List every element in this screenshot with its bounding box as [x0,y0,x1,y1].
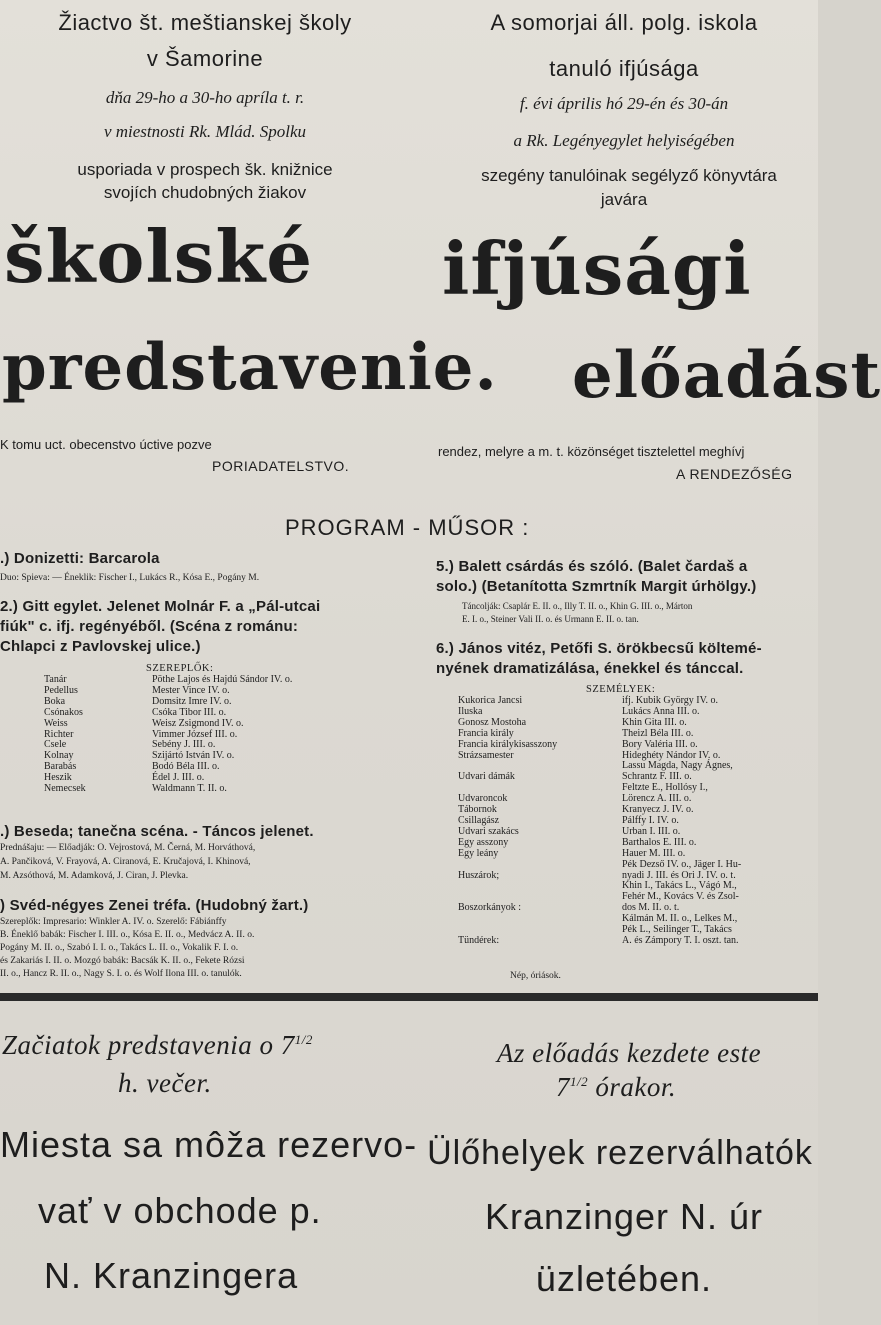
cast-actor: Schrantz F. III. o. [622,771,692,783]
left-purpose-line2: svojích chudobných žiakov [103,183,307,202]
right-invite: rendez, melyre a m. t. közönséget tisztelettel meghívj [438,444,745,459]
cast-role: Kolnay [44,750,74,762]
cast-role: Francia király [458,727,514,739]
right-title-line2: tanuló ifjúsága [549,56,699,81]
divider-rule [0,993,818,1001]
cast-actor: ifj. Kubik György IV. o. [622,695,719,706]
left-invite: K tomu uct. obecenstvo úctive pozve [0,437,212,452]
cast-role: Udvari dámák [458,771,515,783]
cast-role: Richter [44,728,74,740]
item6-title-line1: 6.) János vitéz, Petőfi S. örökbecsű költemé- [436,640,762,657]
item4-title: ) Svéd-négyes Zenei tréfa. (Hudobný žart.) [0,897,309,914]
cast-actor: Feltzte E., Hollósy I., [622,782,708,794]
item2-roles [44,675,86,795]
right-big-title-line2: előadást [572,338,881,413]
left-purpose-line1: usporiada v prospech šk. knižnice [77,160,333,179]
left-start-time-line2: h. večer. [118,1068,212,1098]
cast-actor: Hauer M. III. o. [622,847,686,859]
item4-line3: Pogány M. II. o., Szabó I. I. o., Takács L. II. o., Vokalik F. I. o. [0,943,239,953]
item6-extra: Nép, óriások. [510,971,561,981]
left-reservation-line1: Miesta sa môža rezervo- [0,1124,418,1165]
cast-role: Pedellus [44,684,78,696]
cast-role: Heszik [44,772,72,784]
cast-actor: Pöthe Lajos és Hajdú Sándor IV. o. [152,674,293,685]
left-title-line2: v Šamorine [146,46,264,71]
item4-line5: II. o., Hancz R. II. o., Nagy S. I. o. és Wolf Ilona III. o. tanulók. [0,969,242,979]
item3-line3: M. Azsóthová, M. Adamková, J. Ciran, J. Plevka. [0,871,189,881]
right-start-time-line2: $7^{1/2}$ órakor. [556,1072,677,1102]
cast-actor: Mester Vince IV. o. [152,684,230,696]
item4-line2: B. Éneklő babák: Fischer I. III. o., Kósa E. II. o., Medvácz A. II. o. [0,930,255,940]
cast-actor: Lörencz A. III. o. [622,793,692,805]
cast-role: Kukorica Jancsi [458,695,523,706]
cast-role [458,860,557,871]
cast-role: Tündérek: [458,934,500,946]
cast-actor: Lassu Magda, Nagy Ágnes, [622,760,733,772]
cast-actor: Fehér M., Kovács V. és Zsol- [622,891,739,903]
cast-role: Csele [44,739,67,751]
cast-role [458,914,557,925]
cast-actor: Sebény J. III. o. [152,739,216,751]
cast-actor: Pék L., Seilinger T., Takács [622,924,732,936]
item6-cast-heading: SZEMÉLYEK: [586,684,656,695]
cast-role: Boka [44,695,66,707]
cast-actor: Hideghéty Nándor IV. o. [622,749,721,761]
cast-role: Weiss [44,717,68,729]
cast-actor: A. és Zámpory T. I. oszt. tan. [622,934,739,946]
item2-title-line3: Chlapci z Pavlovskej ulice.) [0,638,201,655]
cast-actor: Csóka Tibor III. o. [152,706,227,718]
cast-actor: Kálmán M. II. o., Lelkes M., [622,913,738,925]
item5-line1: Táncolják: Csaplár E. II. o., Illy T. II. o., Khin G. III. o., Márton [462,601,693,611]
left-big-title-line1: školské [4,214,314,299]
cast-actor: Lukács Anna III. o. [622,705,700,717]
right-signer: A RENDEZŐSÉG [676,466,793,482]
right-purpose-line1: szegény tanulóinak segélyző könyvtára [481,166,777,185]
program-heading: PROGRAM - MŰSOR : [285,515,530,540]
left-venue: v miestnosti Rk. Mlád. Spolku [103,122,307,141]
cast-actor: Pék Dezső IV. o., Jäger I. Hu- [622,858,742,870]
left-title-line1: Žiactvo št. meštianskej školy [58,10,352,35]
left-date: dňa 29-ho a 30-ho apríla t. r. [105,88,305,107]
item2-title-line1: 2.) Gitt egylet. Jelenet Molnár F. a „Pál-utcai [0,598,321,615]
cast-role: Udvaroncok [458,793,508,805]
cast-actor: Pálffy I. IV. o. [622,814,679,826]
cast-actor: dos M. II. o. t. [622,902,680,914]
cast-actor: Bory Valéria III. o. [622,738,698,750]
item1-title: .) Donizetti: Barcarola [0,550,160,567]
cast-actor: Domsitz Imre IV. o. [152,695,232,707]
right-big-title-line1: ifjúsági [442,226,752,311]
item3-title: .) Beseda; tanečna scéna. - Táncos jelenet. [0,823,314,840]
left-reservation-line2: vať v obchode p. [38,1190,322,1231]
item5-title-line1: 5.) Balett csárdás és szóló. (Balet čardaš a [436,558,748,575]
cast-actor: Kranyecz J. IV. o. [622,804,694,816]
cast-role: Strázsamester [458,749,514,761]
cast-role: Huszárok; [458,869,500,881]
item2-actors [152,675,292,795]
left-reservation-line3: N. Kranzingera [44,1255,299,1296]
cast-role: Egy leány [458,847,499,859]
right-start-time-line1: Az előadás kezdete este [496,1038,762,1068]
item5-title-line2: solo.) (Betanította Szmrtník Margit úrhölgy.) [436,578,757,595]
cast-actor: Khin I., Takács L., Vágó M., [622,880,737,892]
item2-cast-heading: SZEREPLŐK: [146,663,214,674]
cast-actor: nyadi J. III. és Ori J. IV. o. t. [622,869,736,881]
item4-line1: Szereplők: Impresario: Winkler A. IV. o. Szerelő: Fábiánffy [0,917,227,927]
cast-actor: Theizl Béla III. o. [622,727,694,739]
cast-actor: Szijártó István IV. o. [152,750,235,762]
item3-line1: Prednášaju: — Előadják: O. Vejrostová, M. Černá, M. Horváthová, [0,843,256,853]
right-reservation-line2: Kranzinger N. úr [484,1196,764,1237]
item4-line4: és Zakariás I. II. o. Mozgó babák: Bacsák K. II. o., Fekete Rózsi [0,956,245,966]
left-big-title-line2: predstavenie. [2,330,498,405]
cast-role: Iluska [458,705,483,717]
item6-actors [622,696,741,947]
cast-actor: Weisz Zsigmond IV. o. [152,717,244,729]
cast-role: Egy asszony [458,836,509,848]
cast-role: Boszorkányok : [458,902,522,914]
right-time-half: 1/2 [570,1074,589,1089]
right-purpose-line2: javára [600,190,648,209]
cast-role: Tábornok [458,804,497,816]
right-title-line1: A somorjai áll. polg. iskola [490,10,758,35]
cast-actor: Urban I. III. o. [622,825,681,837]
left-start-time-line1: Začiatok predstavenia o $7^{1/2}$ [2,1030,313,1060]
cast-actor: Bodó Béla III. o. [152,761,220,773]
item5-line2: E. I. o., Steiner Vali II. o. és Urmann E. II. o. tan. [462,614,639,624]
cast-role: Nemecsek [44,783,86,795]
cast-actor: Barthalos E. III. o. [622,836,697,848]
cast-role: Csillagász [458,814,500,826]
left-time-half: 1/2 [294,1032,313,1047]
cast-role: Tanár [44,674,67,685]
cast-role: Francia királykisasszony [458,738,558,750]
right-venue: a Rk. Legényegylet helyiségében [513,131,735,150]
cast-actor: Édel J. III. o. [152,772,205,784]
cast-role: Csónakos [44,706,83,718]
cast-role: Gonosz Mostoha [458,716,527,728]
right-reservation-line3: üzletében. [535,1258,713,1299]
right-date: f. évi április hó 29-én és 30-án [519,94,729,113]
cast-role: Udvari szakács [458,825,519,837]
cast-actor: Waldmann T. II. o. [152,783,227,795]
cast-role [458,881,557,892]
item6-roles [458,696,557,947]
item2-title-line2: fiúk" c. ifj. regényéből. (Scéna z románu: [0,618,299,635]
item3-line2: A. Pančiková, V. Frayová, A. Ciranová, E. Kručajová, I. Khinová, [0,857,251,867]
right-reservation-line1: Ülőhelyek rezerválhatók [427,1134,813,1172]
item1-detail: Duo: Spieva: — Éneklik: Fischer I., Lukács R., Kósa E., Pogány M. [0,573,260,583]
cast-actor: Khin Gita III. o. [622,716,687,728]
item6-title-line2: nyének dramatizálása, énekkel és tánccal. [436,660,744,677]
cast-actor: Vimmer József III. o. [152,728,238,740]
left-signer: PORIADATELSTVO. [212,458,350,474]
cast-role: Barabás [44,761,77,773]
